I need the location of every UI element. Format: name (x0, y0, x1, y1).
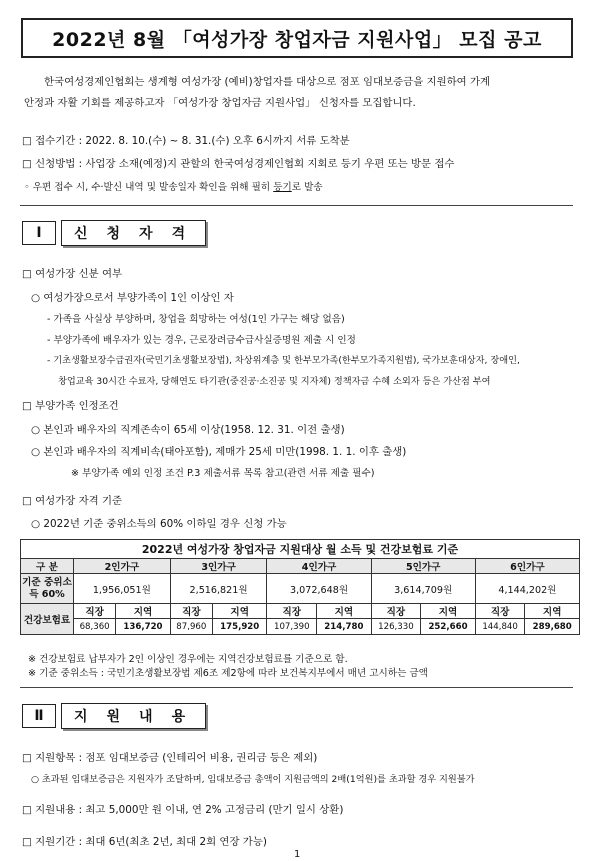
intro-line-1: 한국여성경제인협회는 생계형 여성가장 (예비)창업자를 대상으로 점포 임대보증금을 지원하여 가계 (44, 76, 491, 88)
intro-line-2: 안정과 자활 기회를 제공하고자 「여성가장 창업자금 지원사업」 신청자를 모집합니다. (24, 97, 416, 109)
detail-2: - 부양가족에 배우자가 있는 경우, 근로장려금수급사실증명원 제출 시 인정 (47, 335, 356, 346)
support-item: □ 지원항목 : 점포 임대보증금 (인테리어 비용, 권리금 등은 제외) (22, 752, 318, 764)
section-2-title-text: 지원내용 (74, 709, 205, 725)
region-label-3: 지역 (212, 604, 267, 619)
income-3: 2,516,821원 (170, 574, 267, 604)
income-2: 1,956,051원 (74, 574, 171, 604)
detail-3: - 기초생활보장수급권자(국민기초생활보장법), 차상위계층 및 한부모가족(한부모가족지원법), 국가보훈대상자, 장애인, (47, 355, 520, 366)
work-label-2: 직장 (74, 604, 116, 619)
col-label: 구 분 (21, 559, 74, 574)
note-median-income: ※ 기준 중위소득 : 국민기초생활보장법 제6조 제2항에 따라 보건복지부에서 매년 고시하는 금액 (28, 668, 428, 679)
work-4: 107,390 (267, 619, 317, 635)
heading-status: □ 여성가장 신분 여부 (22, 268, 123, 280)
household-5: 5인가구 (371, 559, 475, 574)
exception-note: ※ 부양가족 예외 인정 조건 P.3 제출서류 목록 참고(관련 서류 제출 필수) (71, 468, 375, 479)
page-number: 1 (294, 849, 301, 860)
household-2: 2인가구 (74, 559, 171, 574)
income-4: 3,072,648원 (267, 574, 371, 604)
mail-note-pre: ◦ 우편 접수 시, 수·발신 내역 및 발송일자 확인을 위해 필히 (24, 182, 274, 193)
heading-criteria: □ 여성가장 자격 기준 (22, 495, 123, 507)
region-4: 214,780 (317, 619, 372, 635)
region-2: 136,720 (116, 619, 171, 635)
page-title: 2022년 8월 「여성가장 창업자금 지원사업」 모집 공고 (52, 28, 542, 51)
application-period: □ 접수기간 : 2022. 8. 10.(수) ~ 8. 31.(수) 오후 6시까지 서류 도착분 (22, 135, 350, 147)
mail-note-underline: 등기 (273, 182, 292, 193)
work-label-6: 직장 (475, 604, 525, 619)
work-label-5: 직장 (371, 604, 421, 619)
sub-dependents: ○ 여성가장으로서 부양가족이 1인 이상인 자 (31, 292, 234, 304)
support-item-note: ○ 초과된 임대보증금은 지원자가 조달하며, 임대보증금 총액이 지원금액의 2배(1억원)를 초과할 경우 지원불가 (31, 774, 475, 785)
region-label-6: 지역 (525, 604, 580, 619)
region-6: 289,680 (525, 619, 580, 635)
income-6: 4,144,202원 (475, 574, 579, 604)
income-table (20, 539, 580, 635)
section-divider-1 (20, 205, 573, 206)
section-divider-2 (20, 687, 573, 688)
section-1-number: Ⅰ (22, 221, 56, 245)
work-3: 87,960 (170, 619, 212, 635)
section-2-title (61, 703, 206, 729)
application-method: □ 신청방법 : 사업장 소재(예정)지 관할의 한국여성경제인협회 지회로 등기 우편 또는 방문 접수 (22, 158, 455, 170)
heading-dependent-conditions: □ 부양가족 인정조건 (22, 400, 119, 412)
region-3: 175,920 (212, 619, 267, 635)
work-5: 126,330 (371, 619, 421, 635)
work-2: 68,360 (74, 619, 116, 635)
condition-ancestor: ○ 본인과 배우자의 직계존속이 65세 이상(1958. 12. 31. 이전 출생) (31, 424, 345, 436)
row-income-label: 기준 중위소득 60% (21, 574, 74, 604)
income-5: 3,614,709원 (371, 574, 475, 604)
support-period: □ 지원기간 : 최대 6년(최초 2년, 최대 2회 연장 가능) (22, 836, 267, 848)
detail-3b: 창업교육 30시간 수료자, 당해연도 타기관(중진공·소진공 및 지자체) 정책자금 수혜 소외자 등은 가산점 부여 (58, 376, 491, 387)
section-1-title-text: 신청자격 (74, 226, 205, 242)
work-label-3: 직장 (170, 604, 212, 619)
detail-1: - 가족을 사실상 부양하며, 창업을 희망하는 여성(1인 가구는 해당 없음) (47, 314, 345, 325)
mail-note (24, 179, 323, 193)
section-1-title (61, 220, 206, 246)
criteria-income: ○ 2022년 기준 중위소득의 60% 이하일 경우 신청 가능 (31, 518, 287, 530)
region-label-2: 지역 (116, 604, 171, 619)
note-insurance: ※ 건강보험료 납부자가 2인 이상인 경우에는 지역건강보험료를 기준으로 함. (28, 654, 348, 665)
support-content: □ 지원내용 : 최고 5,000만 원 이내, 연 2% 고정금리 (만기 일시 상환) (22, 804, 344, 816)
region-5: 252,660 (421, 619, 476, 635)
region-label-5: 지역 (421, 604, 476, 619)
income-table-caption: 2022년 여성가장 창업자금 지원대상 월 소득 및 건강보험료 기준 (21, 540, 580, 559)
work-label-4: 직장 (267, 604, 317, 619)
title-box (21, 18, 573, 58)
household-6: 6인가구 (475, 559, 579, 574)
condition-descendant: ○ 본인과 배우자의 직계비속(태아포함), 제매가 25세 미만(1998. 1. 1. 이후 출생) (31, 446, 407, 458)
region-label-4: 지역 (317, 604, 372, 619)
household-4: 4인가구 (267, 559, 371, 574)
work-6: 144,840 (475, 619, 525, 635)
mail-note-post: 로 발송 (291, 182, 323, 193)
row-insurance-label: 건강보험료 (21, 604, 74, 635)
section-2-number: Ⅱ (22, 704, 56, 728)
household-3: 3인가구 (170, 559, 267, 574)
